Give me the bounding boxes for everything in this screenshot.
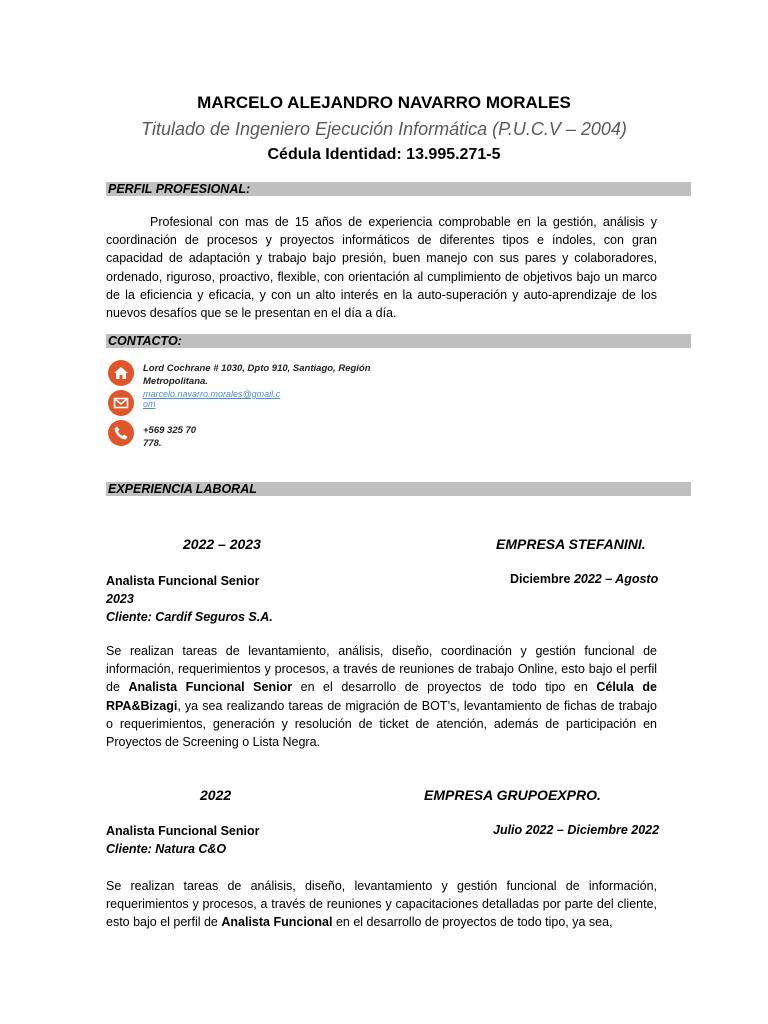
job-2-desc-bold-1: Analista Funcional xyxy=(221,915,333,930)
home-icon-glyph xyxy=(113,365,129,381)
job-1-role-block xyxy=(106,572,273,626)
mail-icon xyxy=(108,390,134,416)
email[interactable] xyxy=(143,389,280,409)
email-line-1[interactable]: marcelo.navarro.morales@gmail.c xyxy=(143,389,281,399)
job-2-desc-text-1: Se realizan tareas de análisis, diseño, levantamiento y gestión funcional de información, requerimientos y procesos, a través de reuniones y capacitaciones detalladas por parte del cliente, esto bajo el perfil de xyxy=(106,879,657,930)
job-2-company: EMPRESA GRUPOEXPRO. xyxy=(424,787,601,803)
candidate-degree: Titulado de Ingeniero Ejecución Informática (P.U.C.V – 2004) xyxy=(141,119,627,139)
job-1-role-year: 2023 xyxy=(106,592,134,606)
job-1-description xyxy=(106,642,657,751)
phone-icon-glyph xyxy=(113,425,129,441)
job-1-date-rest: 2022 – Agosto xyxy=(573,572,659,586)
mail-icon-glyph xyxy=(113,395,129,411)
job-1-years: 2022 – 2023 xyxy=(183,536,261,552)
perfil-paragraph xyxy=(106,213,657,322)
job-1-desc-text-2: en el desarrollo de proyectos de todo tipo en xyxy=(292,680,597,695)
job-2-date: Julio 2022 – Diciembre 2022 xyxy=(493,823,660,837)
experiencia-heading: EXPERIENCIA LABORAL xyxy=(106,482,691,496)
job-1-desc-bold-1: Analista Funcional Senior xyxy=(128,680,293,695)
job-1-desc-text-1: Se realizan tareas de levantamiento, análisis, diseño, coordinación y gestión funcional de información, requerimientos y procesos, a través de reuniones de trabajo Online, esto bajo el perfil de xyxy=(106,644,657,695)
candidate-name: MARCELO ALEJANDRO NAVARRO MORALES xyxy=(197,93,571,112)
job-2-desc-text-2: en el desarrollo de proyectos de todo tipo, ya sea, xyxy=(332,915,613,930)
phone-line-2: 778. xyxy=(143,438,162,449)
job-2-client: Cliente: Natura C&O xyxy=(106,842,227,856)
job-2-role-block xyxy=(106,822,260,858)
job-1-desc-bold-2: Célula de RPA&Bizagi xyxy=(106,680,657,713)
job-1-company: EMPRESA STEFANINI. xyxy=(496,536,646,552)
job-1-desc-text-3: , ya sea realizando tareas de migración de BOT’s, levantamiento de fichas de trabajo o requerimientos, generación y resolución de ticket de atención, además de participación en Proyectos de Screening o Lista Negra. xyxy=(106,698,657,750)
job-2-role: Analista Funcional Senior xyxy=(106,824,260,838)
job-1-role: Analista Funcional Senior xyxy=(106,574,260,588)
job-2-years: 2022 xyxy=(200,787,232,803)
phone-icon xyxy=(108,420,134,446)
job-2-description xyxy=(106,877,657,932)
home-icon xyxy=(108,360,134,386)
address xyxy=(143,362,371,388)
phone-line-1: +569 325 70 xyxy=(143,425,197,436)
perfil-heading: PERFIL PROFESIONAL: xyxy=(106,182,691,196)
address-line-1: Lord Cochrane # 1030, Dpto 910, Santiago, Región xyxy=(143,363,371,374)
candidate-id: Cédula Identidad: 13.995.271-5 xyxy=(267,146,501,163)
job-1-date xyxy=(510,572,658,586)
phone xyxy=(143,424,196,450)
job-1-client: Cliente: Cardif Seguros S.A. xyxy=(106,610,273,624)
address-line-2: Metropolitana. xyxy=(143,376,208,387)
perfil-text: Profesional con mas de 15 años de experiencia comprobable en la gestión, análisis y coordinación de procesos y proyectos informáticos de diferentes tipos e índoles, con gran capacidad de adaptación y trabajo bajo presión, buen manejo con sus pares y colaboradores, ordenado, riguroso, proactivo, flexible, con orientación al cumplimiento de objetivos bajo un marco de la eficiencia y eficacia, y con un alto interés en la auto-superación y auto-aprendizaje de los nuevos desafíos que se le presentan en el día a día. xyxy=(106,215,657,321)
email-line-2[interactable]: om xyxy=(143,399,156,409)
contacto-heading: CONTACTO: xyxy=(106,334,691,348)
job-1-date-month: Diciembre xyxy=(510,572,571,586)
